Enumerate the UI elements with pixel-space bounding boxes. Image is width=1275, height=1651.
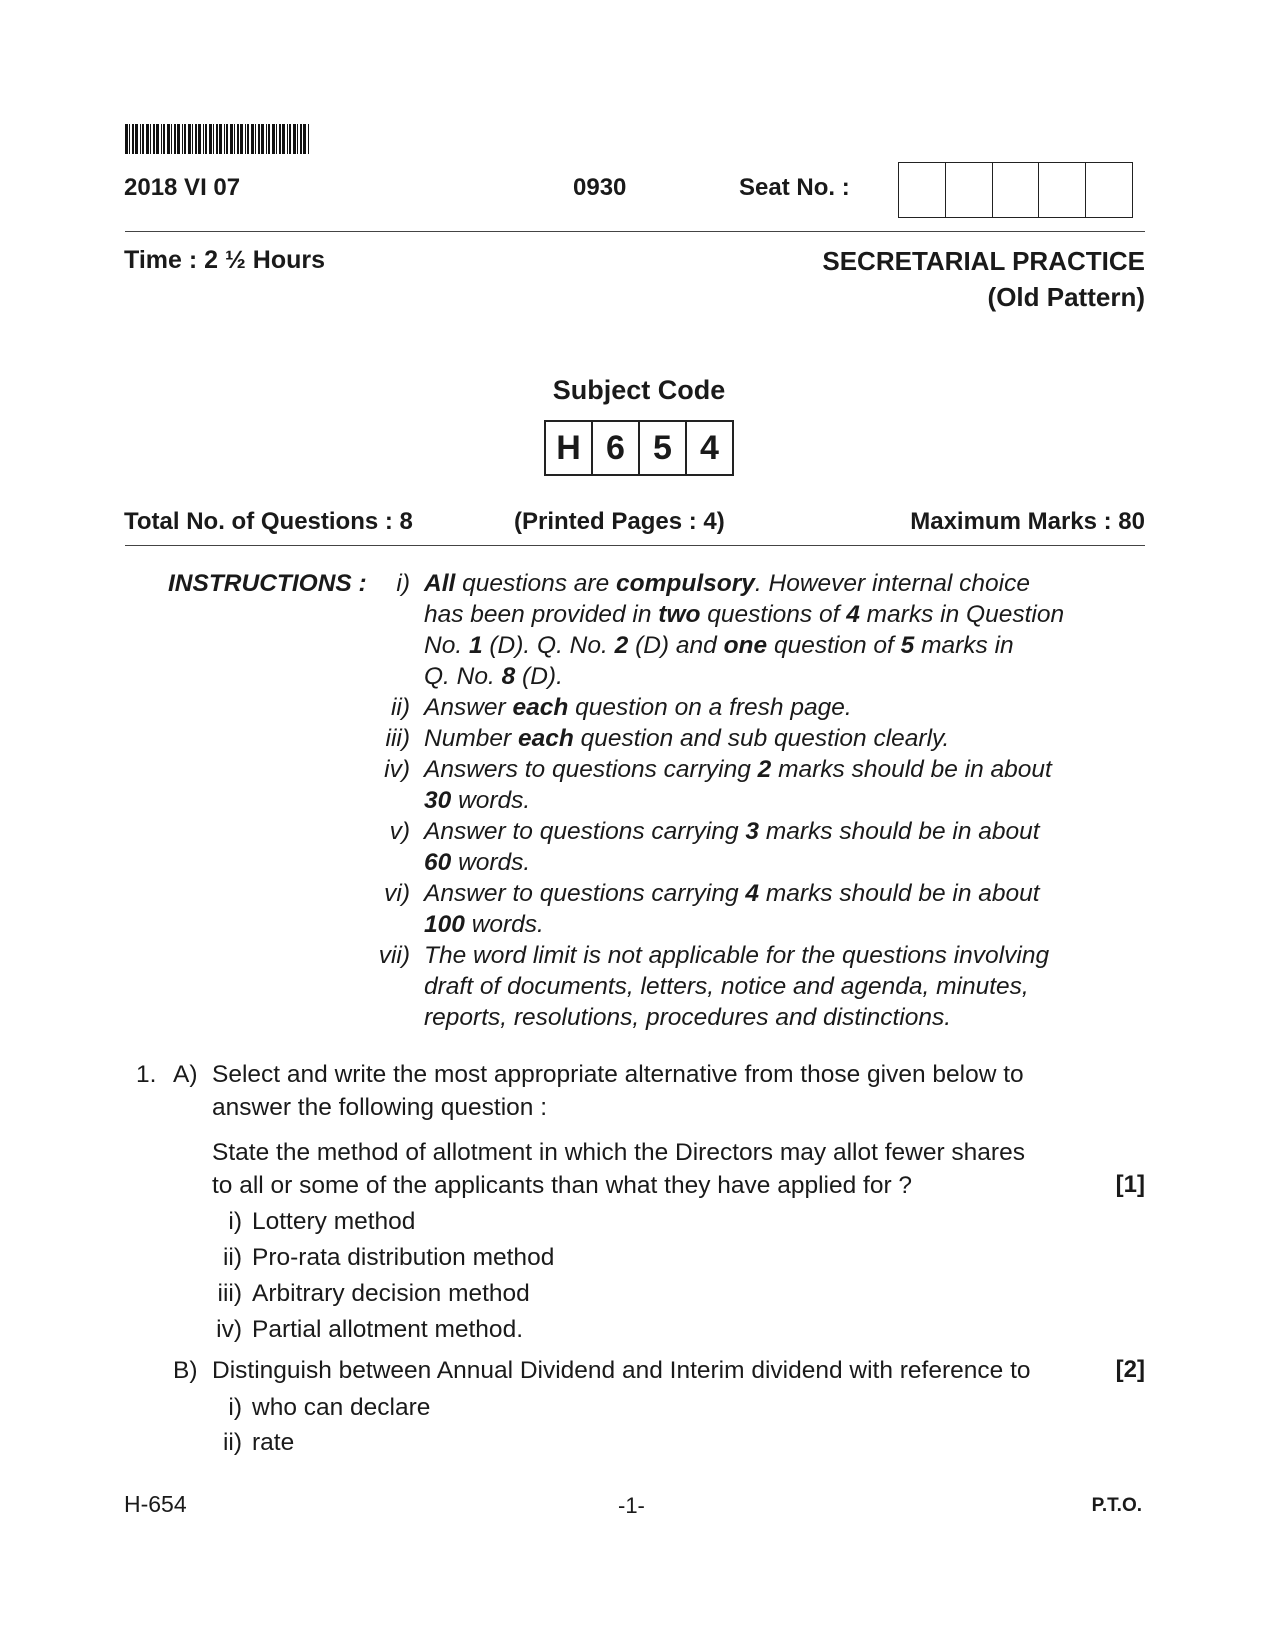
seat-box	[899, 163, 946, 217]
instruction-line: reports, resolutions, procedures and distinctions.	[424, 1004, 952, 1031]
part-label-a: A)	[173, 1061, 198, 1088]
option-number: ii)	[222, 1244, 242, 1271]
q1a-intro-line: Select and write the most appropriate alternative from those given below to	[212, 1061, 1024, 1088]
instruction-line: Q. No. 8 (D).	[424, 663, 563, 690]
option-text: Partial allotment method.	[252, 1316, 523, 1343]
footer-code: H-654	[124, 1491, 187, 1517]
subject-code-box	[544, 420, 734, 476]
paper-number: 0930	[573, 174, 627, 201]
seat-number-boxes	[898, 162, 1133, 218]
option-text: Arbitrary decision method	[252, 1280, 530, 1307]
subject-code-char: 4	[700, 428, 719, 467]
seat-box	[1039, 163, 1086, 217]
option-text: Pro-rata distribution method	[252, 1244, 555, 1271]
q1a-intro-line: answer the following question :	[212, 1094, 548, 1121]
option-number: i)	[228, 1394, 242, 1421]
instruction-line: Answers to questions carrying 2 marks should be in about	[424, 756, 1052, 783]
subject-code-char: H	[546, 422, 593, 474]
instruction-line: Answer to questions carrying 4 marks should be in about	[424, 880, 1040, 907]
q1a-question-line: State the method of allotment in which the Directors may allot fewer shares	[212, 1139, 1025, 1166]
instruction-line: The word limit is not applicable for the questions involving	[424, 942, 1050, 969]
seat-box	[946, 163, 993, 217]
seat-label: Seat No. :	[739, 174, 850, 201]
subject-title: SECRETARIAL PRACTICE	[822, 246, 1145, 276]
instruction-line: draft of documents, letters, notice and agenda, minutes,	[424, 973, 1029, 1000]
q1a-marks: [1]	[1115, 1171, 1145, 1198]
q1b-text: Distinguish between Annual Dividend and Interim dividend with reference to	[212, 1357, 1031, 1384]
instruction-line: Number each question and sub question clearly.	[424, 725, 950, 752]
option-number: i)	[228, 1208, 242, 1235]
subject-pattern: (Old Pattern)	[987, 282, 1145, 312]
instruction-number: iv)	[384, 756, 410, 783]
instruction-line: Answer to questions carrying 3 marks should be in about	[424, 818, 1040, 845]
pto-label: P.T.O.	[1091, 1495, 1142, 1516]
time-allowed: Time : 2 ½ Hours	[124, 246, 325, 274]
barcode	[125, 124, 311, 154]
page-number: -1-	[618, 1493, 645, 1518]
option-text: rate	[252, 1429, 295, 1456]
option-text: Lottery method	[252, 1208, 416, 1235]
total-questions: Total No. of Questions : 8	[124, 508, 413, 535]
header-rule	[125, 231, 1145, 232]
seat-box	[1086, 163, 1132, 217]
q1b-marks: [2]	[1115, 1356, 1145, 1383]
instruction-number: iii)	[385, 725, 410, 752]
instructions-heading: INSTRUCTIONS :	[168, 570, 367, 597]
instruction-line: Answer each question on a fresh page.	[424, 694, 852, 721]
instruction-line: 30 words.	[424, 787, 531, 814]
option-number: ii)	[222, 1429, 242, 1456]
instruction-line: 60 words.	[424, 849, 531, 876]
instructions-label: INSTRUCTIONS	[168, 570, 352, 597]
instruction-line: No. 1 (D). Q. No. 2 (D) and one question of 5 marks in	[424, 632, 1014, 659]
instruction-number: vi)	[384, 880, 410, 907]
part-label-b: B)	[173, 1357, 198, 1384]
exam-code: 2018 VI 07	[124, 174, 241, 201]
subject-code-char: 5	[640, 422, 687, 474]
instruction-number: v)	[389, 818, 410, 845]
totals-rule	[125, 545, 1145, 546]
instruction-line: All questions are compulsory. However internal choice	[424, 570, 1030, 597]
option-number: iv)	[216, 1316, 242, 1343]
question-number: 1.	[136, 1061, 157, 1088]
option-text: who can declare	[252, 1394, 431, 1421]
instruction-line: has been provided in two questions of 4 marks in Question	[424, 601, 1065, 628]
instruction-number: i)	[396, 570, 410, 597]
subject-code-char: 6	[593, 422, 640, 474]
q1a-question-line: to all or some of the applicants than what they have applied for ?	[212, 1172, 913, 1199]
instruction-number: vii)	[378, 942, 410, 969]
subject-code-label: Subject Code	[552, 375, 726, 405]
option-number: iii)	[217, 1280, 242, 1307]
maximum-marks: Maximum Marks : 80	[910, 508, 1145, 535]
instruction-line: 100 words.	[424, 911, 544, 938]
instruction-number: ii)	[390, 694, 410, 721]
seat-box	[993, 163, 1040, 217]
printed-pages: (Printed Pages : 4)	[514, 508, 725, 535]
